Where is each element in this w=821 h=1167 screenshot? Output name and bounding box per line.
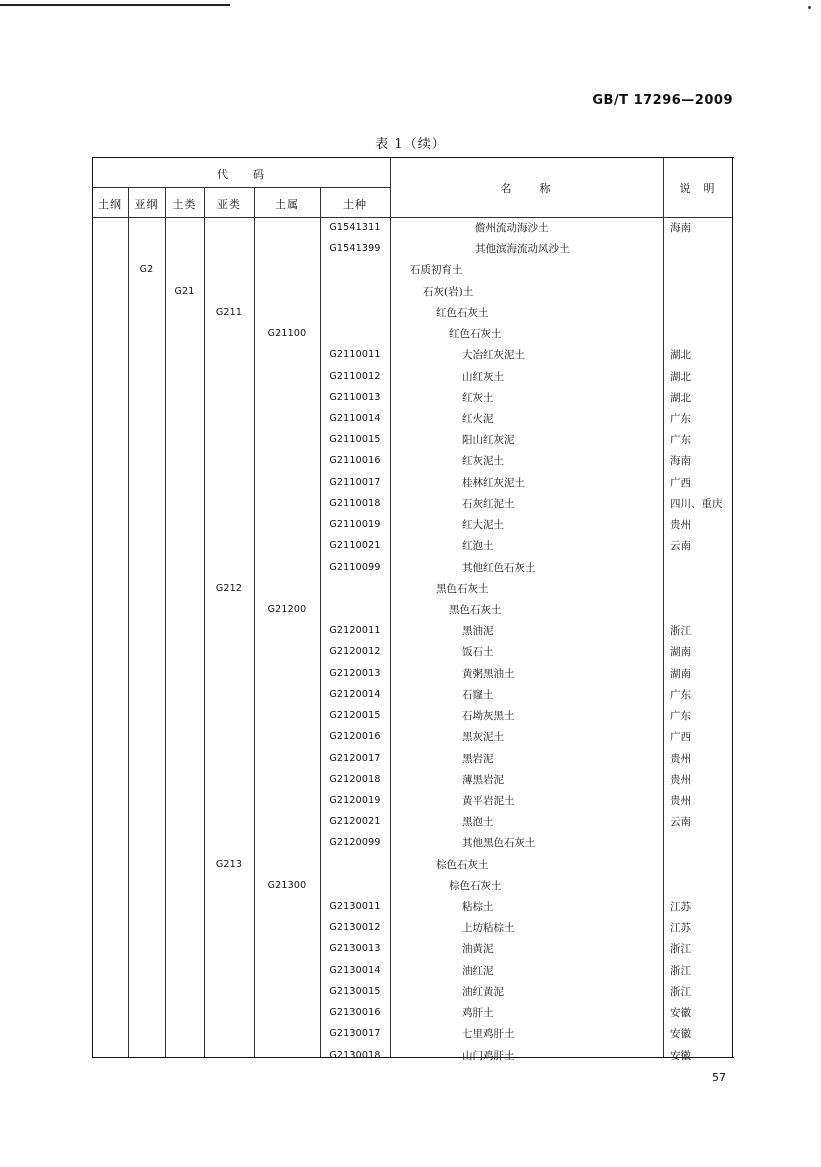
cell-tuzhong: G2110013 — [329, 391, 381, 403]
cell-tuzhong: G2130014 — [329, 964, 381, 976]
cell-note: 贵州 — [670, 519, 691, 532]
cell-name: 上坊粘棕土 — [462, 922, 515, 935]
cell-tuzhong: G2120019 — [329, 794, 381, 806]
cell-note: 安徽 — [670, 1028, 691, 1041]
page-number: 57 — [712, 1071, 726, 1084]
cell-tuzhong: G2120099 — [329, 837, 381, 849]
table-title: 表 1（续） — [375, 137, 446, 152]
cell-name: 其他滨海流动风沙土 — [475, 243, 570, 256]
cell-name: 棕色石灰土 — [449, 879, 502, 892]
cell-tuzhong: G2110017 — [329, 476, 381, 488]
standard-number: GB/T 17296—2009 — [592, 93, 733, 108]
cell-tuzhong: G2130017 — [329, 1028, 381, 1040]
cell-note: 湖南 — [670, 646, 691, 659]
cell-note: 湖北 — [670, 370, 691, 383]
cell-note: 浙江 — [670, 985, 691, 998]
cell-tuzhong: G2110099 — [329, 561, 381, 573]
cell-name: 石灰红泥土 — [462, 497, 515, 510]
cell-note: 浙江 — [670, 943, 691, 956]
cell-note: 安徽 — [670, 1007, 691, 1020]
cell-name: 鸡肝土 — [462, 1007, 494, 1020]
cell-tuzhong: G2110019 — [329, 519, 381, 531]
cell-yalei: G213 — [215, 858, 243, 870]
cell-tuzhong: G2120017 — [329, 752, 381, 764]
cell-note: 广东 — [670, 434, 691, 447]
header-yalei: 亚类 — [217, 198, 241, 211]
cell-note: 安徽 — [670, 1049, 691, 1062]
cell-yalei: G211 — [215, 306, 243, 318]
cell-tushu: G21100 — [267, 328, 307, 340]
cell-name: 黑岩泥 — [462, 752, 494, 765]
cell-name: 山红灰土 — [462, 370, 504, 383]
header-divider — [92, 187, 390, 188]
header-name: 名 称 — [500, 182, 553, 195]
soil-classification-table — [92, 157, 734, 1062]
cell-name: 大冶红灰泥土 — [462, 349, 525, 362]
cell-name: 饭石土 — [462, 646, 494, 659]
table-border-right — [732, 158, 733, 1057]
cell-note: 云南 — [670, 816, 691, 829]
column-divider — [254, 188, 255, 1057]
column-divider — [663, 158, 664, 1057]
cell-note: 贵州 — [670, 794, 691, 807]
column-divider — [165, 188, 166, 1057]
cell-name: 棕色石灰土 — [436, 858, 489, 871]
cell-name: 儋州流动海沙土 — [475, 222, 549, 234]
cell-tulei: G21 — [174, 285, 195, 297]
header-tulei: 土类 — [172, 198, 197, 211]
cell-note: 贵州 — [670, 752, 691, 765]
cell-name: 黑泡土 — [462, 816, 494, 829]
cell-tuzhong: G2130011 — [329, 901, 381, 913]
cell-name: 黑油泥 — [462, 625, 494, 638]
cell-name: 石坳灰黑土 — [462, 710, 515, 723]
cell-tuzhong: G2110014 — [329, 412, 381, 424]
cell-name: 红火泥 — [462, 412, 494, 425]
cell-tushu: G21300 — [267, 879, 307, 891]
cell-tuzhong: G2120021 — [329, 816, 381, 828]
cell-note: 广东 — [670, 412, 691, 425]
cell-name: 石灰(岩)土 — [423, 285, 474, 298]
cell-tuzhong: G2120013 — [329, 667, 381, 679]
cell-note: 贵州 — [670, 773, 691, 786]
cell-name: 山门鸡肝土 — [462, 1049, 515, 1062]
scan-artifact-line — [0, 4, 230, 6]
cell-tuzhong: G2120011 — [329, 625, 381, 637]
header-code-group: 代 码 — [217, 168, 265, 181]
cell-name: 黑色石灰土 — [436, 582, 489, 595]
cell-yalei: G212 — [215, 582, 243, 594]
cell-name: 油红泥 — [462, 964, 494, 977]
header-yagang: 亚纲 — [134, 198, 159, 211]
cell-yagang: G2 — [139, 264, 154, 276]
cell-name: 红色石灰土 — [436, 306, 489, 319]
cell-note: 浙江 — [670, 625, 691, 638]
cell-name: 红色石灰土 — [449, 328, 502, 341]
header-tugang: 土纲 — [98, 198, 122, 211]
cell-tuzhong: G2130015 — [329, 985, 381, 997]
cell-note: 广西 — [670, 476, 691, 489]
cell-note: 四川、重庆 — [670, 497, 723, 510]
cell-tuzhong: G2120016 — [329, 731, 381, 743]
cell-note: 海南 — [670, 222, 691, 234]
cell-note: 江苏 — [670, 922, 691, 935]
cell-note: 广东 — [670, 688, 691, 701]
cell-note: 浙江 — [670, 964, 691, 977]
column-divider — [390, 158, 391, 1057]
cell-tuzhong: G2110021 — [329, 540, 381, 552]
cell-name: 红大泥土 — [462, 519, 504, 532]
cell-note: 湖北 — [670, 391, 691, 404]
cell-name: 七里鸡肝土 — [462, 1028, 515, 1041]
cell-name: 粘棕土 — [462, 901, 494, 914]
cell-tuzhong: G2130016 — [329, 1007, 381, 1019]
cell-name: 油黄泥 — [462, 943, 494, 956]
cell-tuzhong: G2110015 — [329, 434, 381, 446]
scan-artifact-dot — [808, 6, 811, 9]
cell-tuzhong: G2120014 — [329, 688, 381, 700]
cell-name: 黑灰泥土 — [462, 731, 504, 744]
cell-name: 桂林红灰泥土 — [462, 476, 525, 489]
cell-tuzhong: G1541311 — [329, 222, 381, 233]
column-divider — [128, 188, 129, 1057]
table-border-left — [92, 158, 93, 1057]
cell-name: 黑色石灰土 — [449, 603, 502, 616]
cell-name: 红泡土 — [462, 540, 494, 553]
cell-tushu: G21200 — [267, 603, 307, 615]
header-tuzhong: 土种 — [343, 198, 367, 211]
cell-name: 石窿土 — [462, 688, 494, 701]
cell-tuzhong: G2120015 — [329, 710, 381, 722]
cell-name: 红灰泥土 — [462, 455, 504, 468]
cell-name: 阳山红灰泥 — [462, 434, 515, 447]
cell-tuzhong: G2110016 — [329, 455, 381, 467]
cell-tuzhong: G1541399 — [329, 243, 381, 255]
cell-tuzhong: G2130012 — [329, 922, 381, 934]
cell-note: 云南 — [670, 540, 691, 553]
cell-name: 油红黄泥 — [462, 985, 504, 998]
cell-name: 石质初育土 — [410, 264, 463, 277]
cell-name: 薄黑岩泥 — [462, 773, 504, 786]
cell-name: 其他黑色石灰土 — [462, 837, 536, 850]
cell-tuzhong: G2120018 — [329, 773, 381, 785]
header-tushu: 土属 — [275, 198, 299, 211]
cell-name: 黄粥黑油土 — [462, 667, 515, 680]
cell-note: 广东 — [670, 710, 691, 723]
header-note: 说 明 — [679, 182, 716, 195]
cell-tuzhong: G2110012 — [329, 370, 381, 382]
cell-note: 海南 — [670, 455, 691, 468]
cell-note: 湖南 — [670, 667, 691, 680]
cell-tuzhong: G2130018 — [329, 1049, 381, 1061]
cell-name: 红灰土 — [462, 391, 494, 404]
cell-note: 广西 — [670, 731, 691, 744]
cell-note: 湖北 — [670, 349, 691, 362]
cell-tuzhong: G2130013 — [329, 943, 381, 955]
cell-note: 江苏 — [670, 901, 691, 914]
cell-tuzhong: G2120012 — [329, 646, 381, 658]
cell-name: 黄平岩泥土 — [462, 794, 515, 807]
cell-name: 其他红色石灰土 — [462, 561, 536, 574]
cell-tuzhong: G2110011 — [329, 349, 381, 361]
cell-tuzhong: G2110018 — [329, 497, 381, 509]
header-bottom-rule — [92, 217, 732, 218]
